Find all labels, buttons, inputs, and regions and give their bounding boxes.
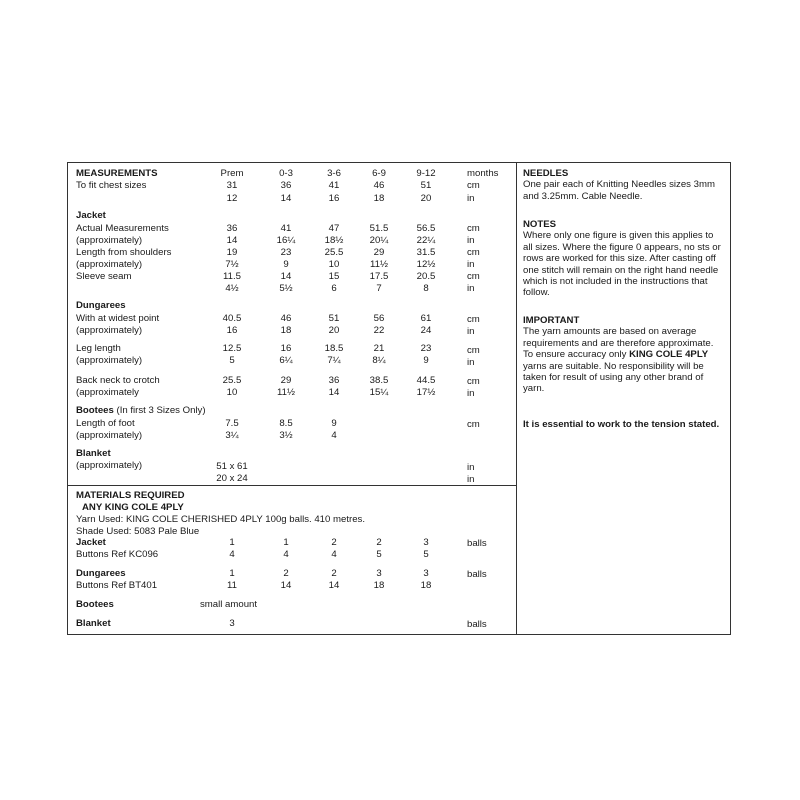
jacket-length-in-value: 9 bbox=[283, 259, 289, 270]
materials-subheading: ANY KING COLE 4PLY bbox=[82, 502, 184, 513]
chest-in-value: 12 bbox=[226, 193, 238, 204]
unit: cm bbox=[467, 314, 480, 325]
jacket-actual-cm-value: 47 bbox=[328, 223, 340, 234]
size-header-value: 3-6 bbox=[327, 168, 341, 179]
row-label: (approximately) bbox=[76, 460, 143, 471]
dungarees-buttons-value: 14 bbox=[280, 580, 292, 591]
dungarees-leg-in-value: 7¼ bbox=[327, 355, 341, 366]
jacket-buttons-value: 4 bbox=[229, 549, 235, 560]
unit: balls bbox=[467, 619, 487, 630]
dungarees-balls-value: 1 bbox=[229, 568, 235, 579]
dungarees-widest-cm-value: 56 bbox=[373, 313, 385, 324]
dungarees-crotch-in-value: 14 bbox=[328, 387, 340, 398]
unit: in bbox=[467, 283, 475, 294]
tension-note: It is essential to work to the tension stated. bbox=[523, 419, 720, 430]
unit: balls bbox=[467, 538, 487, 549]
row-label: (approximately) bbox=[76, 325, 143, 336]
dungarees-leg-cm-value: 12.5 bbox=[222, 343, 242, 354]
bootees-heading bbox=[76, 405, 206, 416]
jacket-length-in-value: 12½ bbox=[416, 259, 436, 270]
notes-block bbox=[523, 219, 723, 299]
dungarees-balls-value: 2 bbox=[331, 568, 337, 579]
dungarees-widest-in-value: 20 bbox=[328, 325, 340, 336]
row-label: Length of foot bbox=[76, 418, 135, 429]
dungarees-leg-in-value: 6¼ bbox=[279, 355, 293, 366]
dungarees-widest-in-value: 24 bbox=[420, 325, 432, 336]
jacket-balls-value: 3 bbox=[423, 537, 429, 548]
dungarees-heading: Dungarees bbox=[76, 300, 126, 311]
unit: in bbox=[467, 462, 475, 473]
unit: in bbox=[467, 326, 475, 337]
row-label: (approximately) bbox=[76, 430, 143, 441]
unit: cm bbox=[467, 419, 480, 430]
jacket-length-cm-value: 29 bbox=[373, 247, 385, 258]
row-label: (approximately) bbox=[76, 259, 143, 270]
size-unit: months bbox=[467, 168, 499, 179]
dungarees-crotch-cm-value: 29 bbox=[280, 375, 292, 386]
jacket-sleeve-in-value: 5½ bbox=[279, 283, 293, 294]
dungarees-widest-cm-value: 40.5 bbox=[222, 313, 242, 324]
row-label: Sleeve seam bbox=[76, 271, 132, 282]
shade-used: Shade Used: 5083 Pale Blue bbox=[76, 526, 200, 537]
jacket-sleeve-cm-value: 17.5 bbox=[369, 271, 389, 282]
important-heading: IMPORTANT bbox=[523, 315, 580, 326]
jacket-buttons-value: 5 bbox=[423, 549, 429, 560]
dungarees-buttons-value: 18 bbox=[420, 580, 432, 591]
bootees-foot-cm-value: 7.5 bbox=[225, 418, 239, 429]
bootees-heading-note: (In first 3 Sizes Only) bbox=[113, 405, 206, 416]
bootees-foot-cm-value: 9 bbox=[331, 418, 337, 429]
chest-in-value: 14 bbox=[280, 193, 292, 204]
dungarees-leg-cm-value: 21 bbox=[373, 343, 385, 354]
chest-in-value: 20 bbox=[420, 193, 432, 204]
bootees-foot-in-value: 3½ bbox=[279, 430, 293, 441]
dungarees-crotch-cm-value: 25.5 bbox=[222, 375, 242, 386]
needles-block bbox=[523, 168, 723, 202]
size-header-value: 9-12 bbox=[416, 168, 436, 179]
important-text: The yarn amounts are based on average requirements and are therefore approximate. bbox=[523, 326, 714, 349]
jacket-length-cm-value: 31.5 bbox=[416, 247, 436, 258]
unit: in bbox=[467, 357, 475, 368]
blanket-cm-value: 51 x 61 bbox=[216, 461, 248, 472]
jacket-length-cm-value: 23 bbox=[280, 247, 292, 258]
unit: in bbox=[467, 388, 475, 399]
jacket-sleeve-cm-value: 20.5 bbox=[416, 271, 436, 282]
jacket-balls-value: 2 bbox=[331, 537, 337, 548]
materials-blanket-label: Blanket bbox=[76, 618, 111, 629]
dungarees-buttons-value: 18 bbox=[373, 580, 385, 591]
chest-cm-value: 31 bbox=[226, 180, 238, 191]
dungarees-leg-in-value: 8¼ bbox=[372, 355, 386, 366]
materials-heading: MATERIALS REQUIRED bbox=[76, 490, 185, 501]
jacket-sleeve-in-value: 7 bbox=[376, 283, 382, 294]
jacket-buttons-value: 4 bbox=[331, 549, 337, 560]
jacket-balls-value: 2 bbox=[376, 537, 382, 548]
dungarees-crotch-in-value: 10 bbox=[226, 387, 238, 398]
unit: cm bbox=[467, 180, 480, 191]
important-block bbox=[523, 315, 723, 395]
jacket-length-cm-value: 19 bbox=[226, 247, 238, 258]
dungarees-widest-cm-value: 61 bbox=[420, 313, 432, 324]
size-header-value: Prem bbox=[220, 168, 244, 179]
column-divider bbox=[516, 162, 517, 635]
dungarees-crotch-cm-value: 38.5 bbox=[369, 375, 389, 386]
unit: cm bbox=[467, 376, 480, 387]
dungarees-balls-value: 2 bbox=[283, 568, 289, 579]
dungarees-buttons-value: 11 bbox=[227, 580, 237, 591]
row-label: Leg length bbox=[76, 343, 121, 354]
chest-cm-value: 51 bbox=[420, 180, 432, 191]
dungarees-widest-in-value: 22 bbox=[373, 325, 385, 336]
yarn-used: Yarn Used: KING COLE CHERISHED 4PLY 100g balls. 410 metres. bbox=[76, 514, 366, 525]
dungarees-leg-cm-value: 23 bbox=[420, 343, 432, 354]
dungarees-widest-in-value: 16 bbox=[226, 325, 238, 336]
jacket-actual-cm-value: 36 bbox=[226, 223, 238, 234]
dungarees-balls-value: 3 bbox=[423, 568, 429, 579]
jacket-sleeve-in-value: 4½ bbox=[225, 283, 239, 294]
row-label: Back neck to crotch bbox=[76, 375, 160, 386]
chest-label: To fit chest sizes bbox=[76, 180, 147, 191]
row-label: (approximately) bbox=[76, 355, 143, 366]
jacket-sleeve-cm-value: 11.5 bbox=[223, 271, 241, 282]
unit: cm bbox=[467, 247, 480, 258]
jacket-length-in-value: 11½ bbox=[370, 259, 388, 270]
jacket-actual-cm-value: 56.5 bbox=[416, 223, 436, 234]
dungarees-crotch-cm-value: 44.5 bbox=[416, 375, 436, 386]
jacket-heading: Jacket bbox=[76, 210, 106, 221]
bootees-foot-in-value: 4 bbox=[331, 430, 337, 441]
bootees-foot-in-value: 3¼ bbox=[225, 430, 239, 441]
unit: in bbox=[467, 474, 475, 485]
important-accuracy-text: To ensure accuracy only KING COLE 4PLY yarns are suitable. No responsibility will be taken for result of using any other brand of yarn. bbox=[523, 349, 709, 395]
unit: balls bbox=[467, 569, 487, 580]
dungarees-leg-cm-value: 16 bbox=[280, 343, 292, 354]
jacket-buttons-value: 4 bbox=[283, 549, 289, 560]
chest-cm-value: 46 bbox=[373, 180, 385, 191]
jacket-sleeve-in-value: 6 bbox=[331, 283, 337, 294]
jacket-buttons-value: 5 bbox=[376, 549, 382, 560]
unit: in bbox=[467, 259, 475, 270]
jacket-actual-in-value: 16¼ bbox=[276, 235, 296, 246]
row-label: (approximately bbox=[76, 387, 139, 398]
measurements-heading: MEASUREMENTS bbox=[76, 168, 158, 179]
needles-text: One pair each of Knitting Needles sizes 3mm and 3.25mm. Cable Needle. bbox=[523, 179, 715, 202]
section-divider bbox=[67, 485, 517, 486]
jacket-balls-value: 1 bbox=[283, 537, 289, 548]
chest-in-value: 16 bbox=[328, 193, 340, 204]
dungarees-crotch-in-value: 15¼ bbox=[369, 387, 389, 398]
chest-cm-value: 41 bbox=[328, 180, 340, 191]
dungarees-widest-in-value: 18 bbox=[280, 325, 292, 336]
jacket-length-in-value: 10 bbox=[328, 259, 340, 270]
materials-bootees-label: Bootees bbox=[76, 599, 114, 610]
dungarees-leg-cm-value: 18.5 bbox=[324, 343, 344, 354]
blanket-heading: Blanket bbox=[76, 448, 111, 459]
bootees-amount: small amount bbox=[200, 599, 258, 610]
jacket-actual-in-value: 20¼ bbox=[369, 235, 389, 246]
row-label: (approximately) bbox=[76, 235, 143, 246]
notes-text: Where only one figure is given this applies to all sizes. Where the figure 0 appears, no sts or rows are worked for this size. After casting off one stitch will remain on the right hand needle which is not included in the instructions that follow. bbox=[523, 230, 721, 299]
jacket-sleeve-cm-value: 14 bbox=[280, 271, 292, 282]
dungarees-balls-value: 3 bbox=[376, 568, 382, 579]
unit: cm bbox=[467, 345, 480, 356]
dungarees-crotch-in-value: 17½ bbox=[416, 387, 436, 398]
jacket-actual-cm-value: 51.5 bbox=[369, 223, 389, 234]
row-label: With at widest point bbox=[76, 313, 160, 324]
dungarees-crotch-cm-value: 36 bbox=[328, 375, 340, 386]
notes-heading: NOTES bbox=[523, 219, 557, 230]
size-header-value: 0-3 bbox=[279, 168, 293, 179]
unit: in bbox=[467, 193, 475, 204]
dungarees-widest-cm-value: 51 bbox=[328, 313, 340, 324]
size-header-value: 6-9 bbox=[372, 168, 386, 179]
jacket-actual-in-value: 22¼ bbox=[416, 235, 436, 246]
chest-in-value: 18 bbox=[373, 193, 385, 204]
row-label: Actual Measurements bbox=[76, 223, 169, 234]
row-label: Length from shoulders bbox=[76, 247, 172, 258]
jacket-sleeve-cm-value: 15 bbox=[328, 271, 340, 282]
bootees-foot-cm-value: 8.5 bbox=[279, 418, 293, 429]
jacket-actual-in-value: 14 bbox=[226, 235, 238, 246]
unit: cm bbox=[467, 271, 480, 282]
jacket-length-cm-value: 25.5 bbox=[324, 247, 344, 258]
needles-heading: NEEDLES bbox=[523, 168, 569, 179]
dungarees-crotch-in-value: 11½ bbox=[277, 387, 295, 398]
dungarees-leg-in-value: 9 bbox=[423, 355, 429, 366]
blanket-balls-value: 3 bbox=[229, 618, 235, 629]
blanket-in-value: 20 x 24 bbox=[216, 473, 248, 484]
dungarees-leg-in-value: 5 bbox=[229, 355, 235, 366]
unit: in bbox=[467, 235, 475, 246]
materials-jacket-label: Jacket bbox=[76, 537, 106, 548]
dungarees-widest-cm-value: 46 bbox=[280, 313, 292, 324]
jacket-actual-cm-value: 41 bbox=[280, 223, 292, 234]
unit: cm bbox=[467, 223, 480, 234]
jacket-sleeve-in-value: 8 bbox=[423, 283, 429, 294]
materials-dungarees-label: Dungarees bbox=[76, 568, 126, 579]
row-label: Buttons Ref BT401 bbox=[76, 580, 158, 591]
jacket-balls-value: 1 bbox=[229, 537, 235, 548]
dungarees-buttons-value: 14 bbox=[328, 580, 340, 591]
row-label: Buttons Ref KC096 bbox=[76, 549, 159, 560]
chest-cm-value: 36 bbox=[280, 180, 292, 191]
bootees-heading-text: Bootees bbox=[76, 405, 114, 416]
jacket-actual-in-value: 18½ bbox=[324, 235, 344, 246]
jacket-length-in-value: 7½ bbox=[225, 259, 239, 270]
